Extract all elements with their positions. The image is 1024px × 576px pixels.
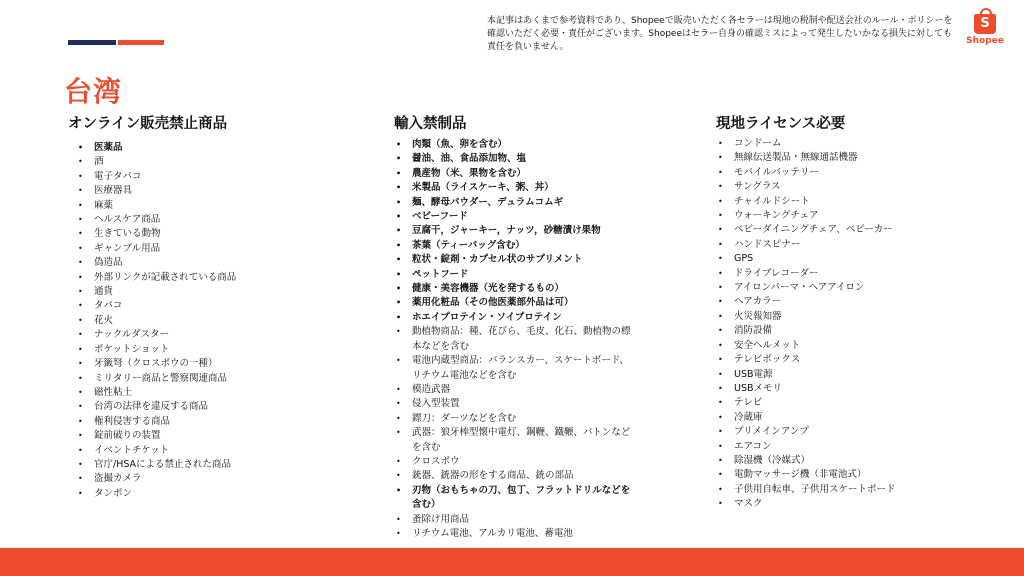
- list-item: • GPS: [716, 252, 936, 266]
- list-item: • 粒状・錠剤・カプセル状のサプリメント: [394, 253, 634, 267]
- list-item: • 電池内蔵型商品：バランスカー、スケートボード、リチウム電池などを含む: [394, 354, 634, 383]
- list-item: • チャイルドシート: [716, 195, 936, 209]
- list-item: • 花火: [76, 314, 288, 328]
- item-list: [394, 138, 634, 541]
- list-item: • ミリタリー商品と警察関連商品: [76, 372, 288, 386]
- shopping-bag-icon: S: [974, 14, 996, 34]
- list-item: • 権利侵害する商品: [76, 415, 288, 429]
- list-item: • 除湿機（冷媒式）: [716, 454, 936, 468]
- list-item: • ベビーフード: [394, 210, 634, 224]
- list-item: • 酒: [76, 155, 288, 169]
- shopee-logo: [966, 14, 1004, 46]
- list-item: • ベビーダイニングチェア、ベビーカー: [716, 223, 936, 237]
- list-item: • コンドーム: [716, 137, 936, 151]
- list-item: • プリメインアンプ: [716, 425, 936, 439]
- list-item: • ヘアカラー: [716, 295, 936, 309]
- list-item: • 官庁/HSAによる禁止された商品: [76, 458, 288, 472]
- list-item: • 豆腐干，ジャーキー，ナッツ，砂糖漬け果物: [394, 224, 634, 238]
- decorative-header-bar: [68, 40, 164, 45]
- list-item: • 医薬品: [76, 141, 288, 155]
- list-item: • マスク: [716, 497, 936, 511]
- item-list: [716, 137, 936, 512]
- list-item: • 鏢刀：ダーツなどを含む: [394, 412, 634, 426]
- list-item: • 無線伝送製品・無線通話機器: [716, 151, 936, 165]
- list-item: • 子供用自転車、子供用スケートボード: [716, 483, 936, 497]
- list-item: • 麺、酵母パウダー、デュラムコムギ: [394, 196, 634, 210]
- list-item: • テレビボックス: [716, 353, 936, 367]
- list-item: • 盗撮カメラ: [76, 472, 288, 486]
- list-item: • ヘルスケア商品: [76, 213, 288, 227]
- list-item: • モバイルバッテリー: [716, 166, 936, 180]
- list-item: • 動植物商品：種、花びら、毛皮、化石、動植物の標本などを含む: [394, 325, 634, 354]
- page-title: 台湾: [64, 75, 123, 108]
- list-item: • エアコン: [716, 440, 936, 454]
- column-heading: 輸入禁制品: [394, 116, 467, 132]
- list-item: • 模造武器: [394, 383, 634, 397]
- list-item: • 通貨: [76, 285, 288, 299]
- list-item: • 外部リンクが記載されている商品: [76, 271, 288, 285]
- list-item: • 薬用化粧品（その他医薬部外品は可）: [394, 296, 634, 310]
- list-item: • 偽造品: [76, 256, 288, 270]
- list-item: • ハンドスピナー: [716, 238, 936, 252]
- list-item: • アイロンパーマ・ヘアアイロン: [716, 281, 936, 295]
- online-prohibited-column: [68, 112, 288, 501]
- list-item: • 刃物（おもちゃの刀、包丁、フラットドリルなどを含む）: [394, 484, 634, 513]
- list-item: • ペットフード: [394, 268, 634, 282]
- logo-text: Shopee: [966, 36, 1004, 46]
- list-item: • 火災報知器: [716, 310, 936, 324]
- list-item: • 電子タバコ: [76, 170, 288, 184]
- list-item: • 麻薬: [76, 199, 288, 213]
- list-item: • 電動マッサージ機（非電池式）: [716, 468, 936, 482]
- orange-stripe: [118, 40, 164, 45]
- list-item: • ホエイプロテイン・ソイプロテイン: [394, 311, 634, 325]
- list-item: • ナックルダスター: [76, 328, 288, 342]
- list-item: • 武器：狼牙棒型懐中電灯、鋼鞭、鐵鞭、バトンなどを含む: [394, 426, 634, 455]
- item-list: [76, 141, 288, 501]
- list-item: • 米製品（ライスケーキ、粥、丼）: [394, 181, 634, 195]
- list-item: • 台湾の法律を違反する商品: [76, 400, 288, 414]
- list-item: • クロスボウ: [394, 455, 634, 469]
- list-item: • 農産物（米、果物を含む）: [394, 167, 634, 181]
- list-item: • 生きている動物: [76, 227, 288, 241]
- list-item: • ギャンブル用品: [76, 242, 288, 256]
- list-item: • 錠前破りの装置: [76, 429, 288, 443]
- list-item: • イベントチケット: [76, 444, 288, 458]
- list-item: • リチウム電池、アルカリ電池、蓄電池: [394, 527, 634, 541]
- list-item: • テレビ: [716, 396, 936, 410]
- list-item: • ドライブレコーダー: [716, 267, 936, 281]
- list-item: • 医療器具: [76, 184, 288, 198]
- list-item: • 消防設備: [716, 324, 936, 338]
- license-required-column: [716, 112, 936, 512]
- list-item: • タンポン: [76, 487, 288, 501]
- import-prohibited-column: [394, 112, 634, 541]
- disclaimer-text: 本記事はあくまで参考資料であり、Shopeeで販売いただく各セラーは現地の税制や配送会社のルール・ポリシーを確認いただく必要・責任がございます。Shopeeはセラー自身の確認ミスによって発生したいかなる損失に対しても責任を負いません。: [487, 16, 953, 52]
- list-item: • 銃器、銃器の形をする商品、銃の部品: [394, 469, 634, 483]
- list-item: • USBメモリ: [716, 382, 936, 396]
- list-item: • 醤油、油、食品添加物、塩: [394, 152, 634, 166]
- list-item: • ウォーキングチェア: [716, 209, 936, 223]
- footer-band: [0, 548, 1024, 576]
- list-item: • サングラス: [716, 180, 936, 194]
- list-item: • 侵入型装置: [394, 397, 634, 411]
- list-item: • 健康・美容機器（光を発するもの）: [394, 282, 634, 296]
- column-heading: 現地ライセンス必要: [716, 116, 846, 132]
- list-item: • 蚤除け用商品: [394, 513, 634, 527]
- list-item: • 磁性粘土: [76, 386, 288, 400]
- list-item: • 茶葉（ティーバッグ含む）: [394, 239, 634, 253]
- list-item: • 冷蔵庫: [716, 411, 936, 425]
- list-item: • 肉類（魚、卵を含む）: [394, 138, 634, 152]
- list-item: • ポケットショット: [76, 343, 288, 357]
- list-item: • 安全ヘルメット: [716, 339, 936, 353]
- navy-stripe: [68, 40, 116, 45]
- list-item: • タバコ: [76, 299, 288, 313]
- list-item: • 牙籤弩（クロスボウの一種）: [76, 357, 288, 371]
- column-heading: オンライン販売禁止商品: [68, 116, 228, 132]
- list-item: • USB電源: [716, 368, 936, 382]
